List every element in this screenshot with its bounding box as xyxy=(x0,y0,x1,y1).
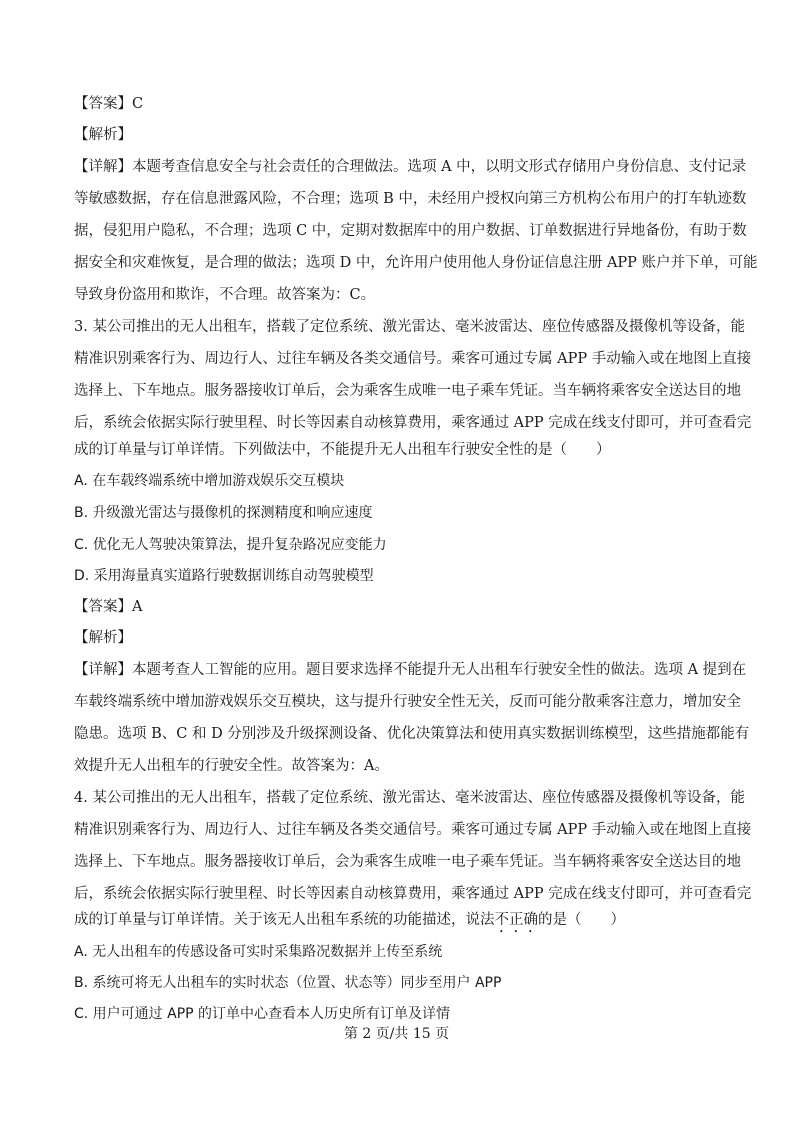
q3-option-b: B. 升级激光雷达与摄像机的探测精度和响应速度 xyxy=(74,505,373,521)
q2-answer: 【答案】C xyxy=(74,96,144,112)
q4-stem-line xyxy=(74,910,722,936)
q3-detail-line: 【详解】本题考查人工智能的应用。题目要求选择不能提升无人出租车行驶安全性的做法。选项 A 提到在 xyxy=(74,662,747,678)
q3-stem-line: 选择上、下车地点。服务器接收订单后，会为乘客生成唯一电子乘车凭证。当车辆将乘客安全送达目的地 xyxy=(74,383,741,399)
q3-stem-line: 后，系统会依据实际行驶里程、时长等因素自动核算费用，乘客通过 APP 完成在线支付即可，并可查看完 xyxy=(74,415,752,431)
q4-emphasis-text: 不正确 xyxy=(494,912,538,928)
q4-stem-line: 4. 某公司推出的无人出租车，搭载了定位系统、激光雷达、毫米波雷达、座位传感器及摄像机等设备，能 xyxy=(74,790,745,806)
q3-detail-line: 隐患。选项 B、C 和 D 分别涉及升级探测设备、优化决策算法和使用真实数据训练模型，这些措施都能有 xyxy=(74,726,750,742)
q2-detail-line: 据，侵犯用户隐私，不合理；选项 C 中，定期对数据库中的用户数据、订单数据进行异地备份，有助于数 xyxy=(74,223,747,239)
q4-stem-text: 成的订单量与订单详情。关于该无人出租车系统的功能描述，说法 xyxy=(74,912,495,928)
q4-option-a: A. 无人出租车的传感设备可实时采集路况数据并上传至系统 xyxy=(74,944,443,960)
q2-analysis-label: 【解析】 xyxy=(74,127,132,143)
q4-option-b: B. 系统可将无人出租车的实时状态（位置、状态等）同步至用户 APP xyxy=(74,975,502,991)
q3-stem-line: 精准识别乘客行为、周边行人、过往车辆及各类交通信号。乘客可通过专属 APP 手动输入或在地图上直接 xyxy=(74,351,752,367)
q3-analysis-label: 【解析】 xyxy=(74,630,132,646)
q3-stem-line: 成的订单量与订单详情。下列做法中，不能提升无人出租车行驶安全性的是（ ） xyxy=(74,442,611,458)
q3-option-d: D. 采用海量真实道路行驶数据训练自动驾驶模型 xyxy=(74,568,374,584)
q4-stem-line: 精准识别乘客行为、周边行人、过往车辆及各类交通信号。乘客可通过专属 APP 手动输入或在地图上直接 xyxy=(74,822,752,838)
q2-detail-line: 据安全和灾难恢复，是合理的做法；选项 D 中，允许用户使用他人身份证信息注册 APP 账户并下单，可能 xyxy=(74,255,758,271)
q2-detail-line: 导致身份盗用和欺诈，不合理。故答案为：C。 xyxy=(74,287,376,303)
q2-detail-line: 等敏感数据，存在信息泄露风险，不合理；选项 B 中，未经用户授权向第三方机构公布用户的打车轨迹数 xyxy=(74,191,747,207)
q4-option-c: C. 用户可通过 APP 的订单中心查看本人历史所有订单及详情 xyxy=(74,1006,451,1022)
q4-stem-text: 的是（ ） xyxy=(538,912,625,928)
q3-option-c: C. 优化无人驾驶决策算法，提升复杂路况应变能力 xyxy=(74,537,387,553)
q2-detail-line: 【详解】本题考查信息安全与社会责任的合理做法。选项 A 中，以明文形式存储用户身份信息、支付记录 xyxy=(74,159,747,175)
q3-option-a: A. 在车载终端系统中增加游戏娱乐交互模块 xyxy=(74,473,345,489)
q3-detail-line: 效提升无人出租车的行驶安全性。故答案为：A。 xyxy=(74,758,389,774)
page-footer: 第 2 页/共 15 页 xyxy=(343,1026,450,1042)
q3-detail-line: 车载终端系统中增加游戏娱乐交互模块，这与提升行驶安全性无关，反而可能分散乘客注意力，增加安全 xyxy=(74,694,741,710)
q3-answer: 【答案】A xyxy=(74,599,143,615)
q4-stem-line: 选择上、下车地点。服务器接收订单后，会为乘客生成唯一电子乘车凭证。当车辆将乘客安全送达目的地 xyxy=(74,854,741,870)
q3-stem-line: 3. 某公司推出的无人出租车，搭载了定位系统、激光雷达、毫米波雷达、座位传感器及摄像机等设备，能 xyxy=(74,319,745,335)
q4-stem-line: 后，系统会依据实际行驶里程、时长等因素自动核算费用，乘客通过 APP 完成在线支付即可，并可查看完 xyxy=(74,886,752,902)
